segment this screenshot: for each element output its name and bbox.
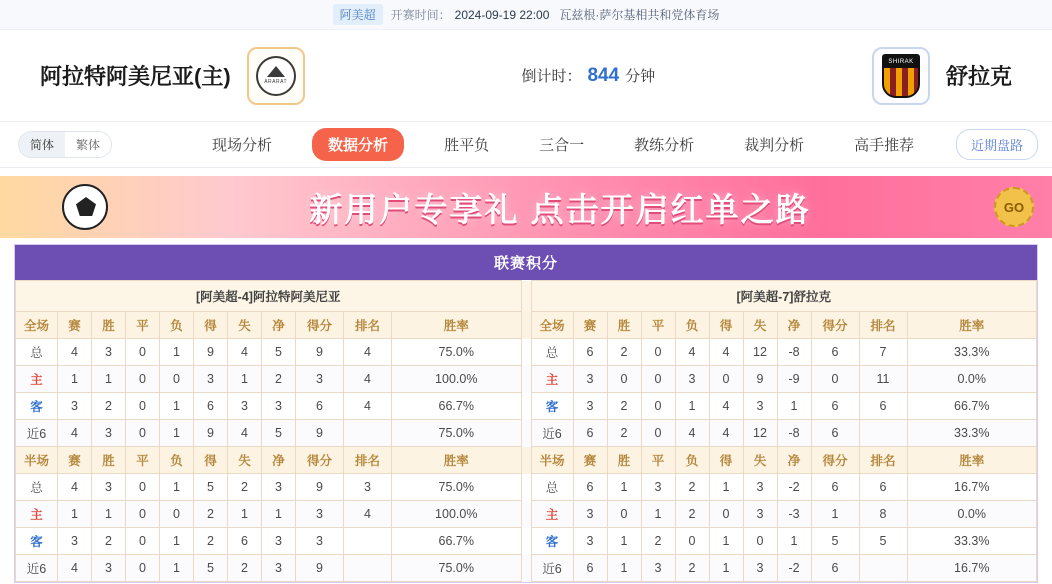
kickoff-value: 2024-09-19 22:00 [454,7,550,22]
cell-points: 3 [296,366,344,393]
countdown-value: 844 [587,64,620,86]
home-team-name: 阿拉特阿美尼亚(主) [40,64,231,89]
tab-coach-analysis[interactable]: 教练分析 [634,137,695,154]
cell-loss: 1 [160,474,194,501]
col-gf-h: 得 [194,447,228,474]
cell-points: 0 [811,366,859,393]
standings-panel [14,244,1038,583]
cell-played: 4 [58,474,92,501]
tab-win-draw-loss[interactable]: 胜平负 [444,137,490,154]
cell-played: 6 [573,474,607,501]
tab-referee-analysis[interactable]: 裁判分析 [744,137,805,154]
cell-points: 6 [296,393,344,420]
promo-banner[interactable] [0,176,1052,238]
col-points-h-away: 得分 [811,447,859,474]
cell-win: 2 [92,393,126,420]
cell-win: 3 [92,474,126,501]
cell-played: 3 [58,393,92,420]
cell-points: 9 [296,474,344,501]
col-win-rate: 胜率 [392,312,522,339]
promo-go-button[interactable]: GO [994,187,1034,227]
cell-points: 6 [811,339,859,366]
table-row [16,528,1037,555]
cell-win: 2 [92,528,126,555]
cell-ga: 9 [743,366,777,393]
cell-loss: 4 [675,339,709,366]
col-gd-h: 净 [262,447,296,474]
cell-win: 0 [607,501,641,528]
cell-gd: 5 [262,420,296,447]
cell-gd: -8 [777,339,811,366]
home-team-crest-icon [247,47,305,105]
cell-gd: -2 [777,474,811,501]
cell-gd: -2 [777,555,811,582]
column-divider [521,501,531,528]
cell-ga: 6 [228,528,262,555]
row-label: 近6 [531,555,573,582]
col-played-h-away: 赛 [573,447,607,474]
col-win-rate-h: 胜率 [392,447,522,474]
cell-played: 6 [573,420,607,447]
col-rank: 排名 [344,312,392,339]
col-win-h-away: 胜 [607,447,641,474]
col-goals-against: 失 [228,312,262,339]
col-played: 赛 [58,312,92,339]
column-divider [521,555,531,582]
column-divider [521,420,531,447]
cell-ga: 12 [743,339,777,366]
cell-win-rate: 66.7% [907,393,1037,420]
panel-title: 联赛积分 [15,245,1037,280]
cell-draw: 3 [641,555,675,582]
cell-gd: 3 [262,555,296,582]
cell-ga: 3 [743,474,777,501]
home-team-block [40,47,305,105]
row-label: 主 [16,501,58,528]
football-icon [62,184,108,230]
cell-draw: 0 [641,420,675,447]
cell-gd: 1 [777,528,811,555]
column-divider [521,393,531,420]
top-info-bar [0,0,1052,30]
cell-gd: 3 [262,528,296,555]
row-label: 近6 [16,555,58,582]
cell-win-rate: 75.0% [392,339,522,366]
cell-win-rate: 16.7% [907,555,1037,582]
cell-win: 2 [607,339,641,366]
cell-loss: 2 [675,555,709,582]
col-full: 全场 [16,312,58,339]
col-draw-away: 平 [641,312,675,339]
cell-draw: 0 [126,528,160,555]
col-half-away: 半场 [531,447,573,474]
col-points: 得分 [296,312,344,339]
table-column-header-row-half [16,447,1037,474]
col-goal-diff-away: 净 [777,312,811,339]
cell-rank: 11 [859,366,907,393]
col-half: 半场 [16,447,58,474]
cell-win: 0 [607,366,641,393]
cell-loss: 2 [675,501,709,528]
table-row [16,501,1037,528]
away-team-block [872,47,1012,105]
match-header [0,30,1052,122]
cell-rank [344,420,392,447]
col-points-away: 得分 [811,312,859,339]
cell-draw: 0 [126,420,160,447]
col-win-away: 胜 [607,312,641,339]
row-label: 主 [16,366,58,393]
cell-rank: 7 [859,339,907,366]
cell-rank: 4 [344,393,392,420]
cell-points: 6 [811,474,859,501]
cell-draw: 0 [126,339,160,366]
cell-gf: 4 [709,393,743,420]
cell-rank: 6 [859,474,907,501]
tab-three-in-one[interactable]: 三合一 [539,137,585,154]
cell-gf: 9 [194,420,228,447]
row-label: 总 [16,474,58,501]
tab-expert-picks[interactable]: 高手推荐 [854,137,915,154]
col-rank-h-away: 排名 [859,447,907,474]
col-draw-h-away: 平 [641,447,675,474]
col-gd-h-away: 净 [777,447,811,474]
row-label: 客 [16,528,58,555]
cell-win: 3 [92,339,126,366]
cell-win: 1 [92,366,126,393]
cell-win: 2 [607,393,641,420]
cell-gf: 4 [709,339,743,366]
cell-ga: 2 [228,474,262,501]
col-goals-against-away: 失 [743,312,777,339]
cell-rank [859,420,907,447]
cell-gf: 5 [194,555,228,582]
away-team-name: 舒拉克 [945,64,1012,89]
cell-win-rate: 75.0% [392,474,522,501]
cell-gd: 5 [262,339,296,366]
table-row [16,555,1037,582]
cell-loss: 0 [160,366,194,393]
cell-loss: 1 [160,420,194,447]
cell-gf: 4 [709,420,743,447]
cell-win-rate: 33.3% [907,339,1037,366]
cell-gd: -3 [777,501,811,528]
col-rank-h: 排名 [344,447,392,474]
column-divider [521,339,531,366]
cell-played: 6 [573,555,607,582]
cell-ga: 12 [743,420,777,447]
cell-draw: 0 [641,366,675,393]
cell-loss: 0 [160,501,194,528]
countdown-label: 倒计时： [521,68,582,85]
cell-win-rate: 100.0% [392,366,522,393]
cell-gf: 0 [709,366,743,393]
cell-win-rate: 33.3% [907,420,1037,447]
cell-gd: 3 [262,393,296,420]
language-toggle[interactable] [18,131,112,158]
row-label: 主 [531,501,573,528]
cell-gf: 1 [709,555,743,582]
cell-win-rate: 16.7% [907,474,1037,501]
away-standings-header: [阿美超-7]舒拉克 [531,281,1037,312]
cell-ga: 1 [228,501,262,528]
cell-rank [344,528,392,555]
cell-win-rate: 66.7% [392,528,522,555]
cell-ga: 3 [743,501,777,528]
cell-draw: 3 [641,474,675,501]
recent-odds-button[interactable]: 近期盘路 [956,129,1038,160]
cell-gd: 2 [262,366,296,393]
cell-gf: 2 [194,501,228,528]
cell-played: 3 [58,528,92,555]
cell-draw: 1 [641,501,675,528]
cell-points: 6 [811,420,859,447]
col-draw-h: 平 [126,447,160,474]
col-draw: 平 [126,312,160,339]
col-win-rate-h-away: 胜率 [907,447,1037,474]
cell-points: 9 [296,339,344,366]
column-divider [521,366,531,393]
cell-played: 4 [58,420,92,447]
table-column-header-row-full [16,312,1037,339]
standings-table [15,280,1037,582]
cell-gd: 3 [262,474,296,501]
cell-loss: 3 [675,366,709,393]
cell-gd: -8 [777,420,811,447]
cell-win-rate: 75.0% [392,420,522,447]
cell-draw: 0 [641,393,675,420]
col-win-rate-away: 胜率 [907,312,1037,339]
col-points-h: 得分 [296,447,344,474]
row-label: 近6 [16,420,58,447]
row-label: 总 [16,339,58,366]
home-standings-header: [阿美超-4]阿拉特阿美尼亚 [16,281,522,312]
cell-win: 1 [607,474,641,501]
cell-win-rate: 0.0% [907,366,1037,393]
column-divider [521,447,531,474]
table-row [16,366,1037,393]
cell-rank: 3 [344,474,392,501]
cell-gf: 0 [709,501,743,528]
cell-played: 3 [573,501,607,528]
cell-loss: 1 [675,393,709,420]
col-ga-h-away: 失 [743,447,777,474]
column-divider [521,474,531,501]
col-gf-h-away: 得 [709,447,743,474]
cell-rank [344,555,392,582]
cell-gd: -9 [777,366,811,393]
row-label: 总 [531,339,573,366]
tab-live-analysis[interactable]: 现场分析 [212,137,273,154]
main-nav [0,122,1052,168]
cell-gf: 9 [194,339,228,366]
cell-played: 1 [58,366,92,393]
col-loss-away: 负 [675,312,709,339]
cell-points: 1 [811,501,859,528]
cell-ga: 3 [228,393,262,420]
col-win-h: 胜 [92,447,126,474]
cell-points: 5 [811,528,859,555]
cell-ga: 2 [228,555,262,582]
cell-draw: 0 [641,339,675,366]
cell-rank: 5 [859,528,907,555]
cell-win: 2 [607,420,641,447]
cell-ga: 0 [743,528,777,555]
row-label: 近6 [531,420,573,447]
kickoff-label: 开赛时间： [390,8,451,22]
cell-gf: 1 [709,528,743,555]
cell-played: 4 [58,339,92,366]
cell-win: 1 [607,555,641,582]
tab-data-analysis[interactable]: 数据分析 [312,128,404,161]
cell-loss: 2 [675,474,709,501]
column-divider [521,312,531,339]
cell-gd: 1 [777,393,811,420]
cell-rank [859,555,907,582]
cell-played: 4 [58,555,92,582]
cell-gd: 1 [262,501,296,528]
col-goals-for: 得 [194,312,228,339]
col-loss: 负 [160,312,194,339]
cell-win-rate: 100.0% [392,501,522,528]
cell-loss: 4 [675,420,709,447]
col-rank-away: 排名 [859,312,907,339]
cell-played: 3 [573,393,607,420]
cell-points: 9 [296,555,344,582]
cell-win: 1 [92,501,126,528]
column-divider [521,528,531,555]
cell-played: 3 [573,366,607,393]
cell-draw: 0 [126,555,160,582]
cell-points: 6 [811,555,859,582]
cell-loss: 1 [160,339,194,366]
league-badge: 阿美超 [333,4,383,25]
home-crest-text: ARARAT [264,79,288,85]
countdown-unit: 分钟 [625,68,656,85]
cell-ga: 4 [228,339,262,366]
cell-draw: 2 [641,528,675,555]
cell-draw: 0 [126,393,160,420]
table-team-header-row [16,281,1037,312]
cell-win-rate: 75.0% [392,555,522,582]
cell-rank: 4 [344,366,392,393]
cell-played: 1 [58,501,92,528]
cell-ga: 1 [228,366,262,393]
row-label: 主 [531,366,573,393]
cell-loss: 1 [160,555,194,582]
cell-gf: 5 [194,474,228,501]
nav-tabs [202,128,924,161]
cell-points: 3 [296,528,344,555]
cell-rank: 8 [859,501,907,528]
column-divider [521,281,531,312]
cell-gf: 1 [709,474,743,501]
cell-rank: 4 [344,501,392,528]
cell-win: 3 [92,420,126,447]
col-loss-h-away: 负 [675,447,709,474]
cell-loss: 1 [160,528,194,555]
cell-win-rate: 0.0% [907,501,1037,528]
cell-gf: 2 [194,528,228,555]
cell-gf: 6 [194,393,228,420]
col-played-h: 赛 [58,447,92,474]
cell-points: 3 [296,501,344,528]
cell-win: 3 [92,555,126,582]
standings-table-body [16,281,1037,582]
cell-loss: 1 [160,393,194,420]
away-team-crest-icon [872,47,930,105]
lang-traditional-option[interactable]: 繁体 [65,132,111,157]
cell-ga: 3 [743,393,777,420]
row-label: 总 [531,474,573,501]
cell-ga: 3 [743,555,777,582]
table-row [16,474,1037,501]
cell-rank: 4 [344,339,392,366]
cell-rank: 6 [859,393,907,420]
col-ga-h: 失 [228,447,262,474]
cell-played: 6 [573,339,607,366]
cell-gf: 3 [194,366,228,393]
cell-ga: 4 [228,420,262,447]
cell-win-rate: 66.7% [392,393,522,420]
table-row [16,339,1037,366]
cell-win-rate: 33.3% [907,528,1037,555]
col-win: 胜 [92,312,126,339]
col-full-away: 全场 [531,312,573,339]
countdown-block [305,65,872,87]
cell-draw: 0 [126,366,160,393]
col-goal-diff: 净 [262,312,296,339]
cell-points: 9 [296,420,344,447]
row-label: 客 [16,393,58,420]
row-label: 客 [531,528,573,555]
col-loss-h: 负 [160,447,194,474]
lang-simplified-option[interactable]: 简体 [19,132,65,157]
col-played-away: 赛 [573,312,607,339]
cell-draw: 0 [126,474,160,501]
cell-win: 1 [607,528,641,555]
table-row [16,420,1037,447]
cell-draw: 0 [126,501,160,528]
cell-loss: 0 [675,528,709,555]
away-crest-text: SHIRAK [884,56,918,68]
cell-played: 3 [573,528,607,555]
table-row [16,393,1037,420]
promo-banner-text: 新用户专享礼 点击开启红单之路 [309,190,811,228]
col-goals-for-away: 得 [709,312,743,339]
venue-name: 瓦兹根·萨尔基相共和党体育场 [559,8,720,22]
cell-points: 6 [811,393,859,420]
row-label: 客 [531,393,573,420]
